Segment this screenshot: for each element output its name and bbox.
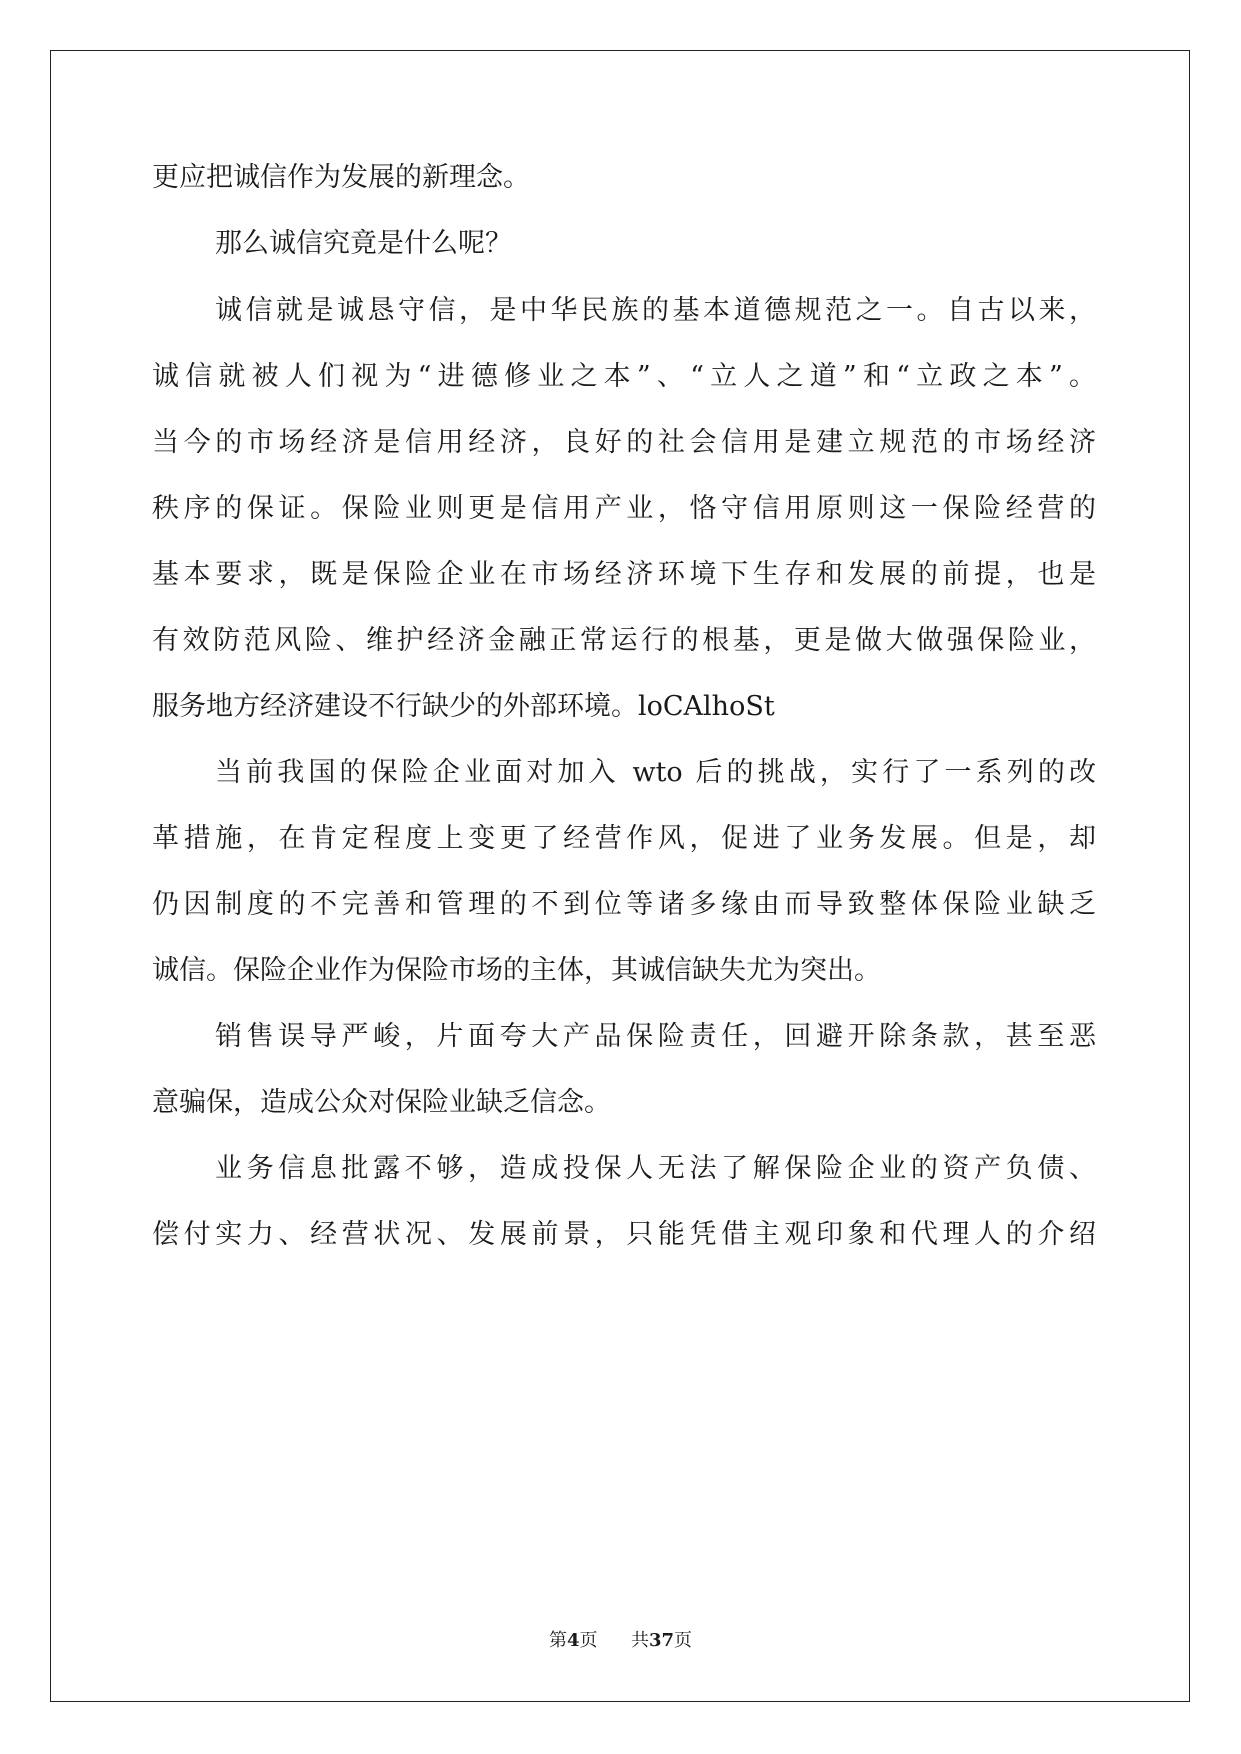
text-line: 秩序的保证。保险业则更是信用产业，恪守信用原则这一保险经营的: [152, 493, 1096, 524]
text-line: 诚信就是诚恳守信，是中华民族的基本道德规范之一。自古以来，: [215, 295, 1096, 326]
page-number: 4: [566, 1630, 580, 1651]
text-line: 基本要求，既是保险企业在市场经济环境下生存和发展的前提，也是: [152, 559, 1096, 590]
text-line: 意骗保，造成公众对保险业缺乏信念。: [152, 1087, 611, 1118]
text-line: 那么诚信究竟是什么呢？: [215, 228, 512, 259]
page-footer: [0, 1626, 1241, 1652]
text-line: 革措施，在肯定程度上变更了经营作风，促进了业务发展。但是，却: [152, 823, 1096, 854]
total-suffix: 页: [674, 1630, 693, 1651]
text-line: 销售误导严峻，片面夸大产品保险责任，回避开除条款，甚至恶: [215, 1021, 1096, 1052]
total-pages: 37: [648, 1630, 675, 1651]
text-line: 诚信就被人们视为“进德修业之本”、“立人之道”和“立政之本”。: [152, 361, 1096, 392]
text-line: 当今的市场经济是信用经济，良好的社会信用是建立规范的市场经济: [152, 427, 1096, 458]
text-line: 有效防范风险、维护经济金融正常运行的根基，更是做大做强保险业，: [152, 625, 1096, 656]
page-prefix: 第: [548, 1630, 567, 1651]
text-line: 仍因制度的不完善和管理的不到位等诸多缘由而导致整体保险业缺乏: [152, 889, 1096, 920]
text-line: 偿付实力、经营状况、发展前景，只能凭借主观印象和代理人的介绍: [152, 1219, 1096, 1250]
page-suffix: 页: [579, 1630, 598, 1651]
text-line: 当前我国的保险企业面对加入 wto 后的挑战，实行了一系列的改: [215, 757, 1096, 788]
text-line: 诚信。保险企业作为保险市场的主体，其诚信缺失尤为突出。: [152, 955, 881, 986]
text-line: 服务地方经济建设不行缺少的外部环境。loCAlhoSt: [152, 691, 775, 722]
total-prefix: 共: [630, 1630, 649, 1651]
text-line: 更应把诚信作为发展的新理念。: [152, 162, 530, 193]
text-line: 业务信息批露不够，造成投保人无法了解保险企业的资产负债、: [215, 1153, 1096, 1184]
